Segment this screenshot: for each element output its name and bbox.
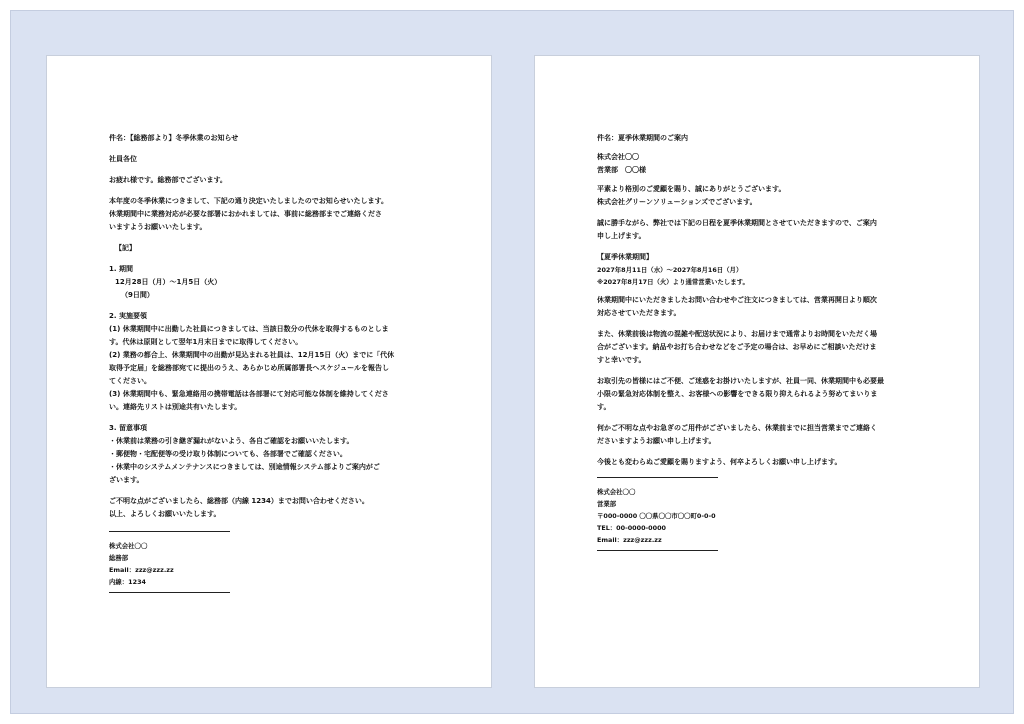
subject-line: 件名：【総務部より】冬季休業のお知らせ xyxy=(109,134,239,142)
greeting: お疲れ様です。総務部でございます。 xyxy=(109,176,227,184)
left-document-body xyxy=(109,132,439,593)
paragraph-inquiries xyxy=(597,294,927,320)
body-line: ださいますようお願い申し上げます。 xyxy=(597,437,716,445)
note-line: ・郵便物・宅配便等の受け取り体制についても、各部署でご確認ください。 xyxy=(109,450,347,458)
intro-line: 休業期間中に業務対応が必要な部署におかれましては、事前に総務部までご連絡くださ xyxy=(109,210,382,218)
signature-rule-bottom xyxy=(109,592,230,593)
greeting-line: 平素より格別のご愛顧を賜り、誠にありがとうございます。 xyxy=(597,185,786,193)
period-title: 【夏季休業期間】 xyxy=(597,253,653,261)
signature-block xyxy=(597,486,927,546)
section-title: 2. 実施要領 xyxy=(109,312,147,320)
signature-email: Email：zzz@zzz.zz xyxy=(597,536,662,544)
procedure-line: てください。 xyxy=(109,377,151,385)
intro-paragraph xyxy=(109,195,439,234)
body-line: す。 xyxy=(597,403,611,411)
section-notes xyxy=(109,422,439,487)
signature-company: 株式会社〇〇 xyxy=(109,542,148,550)
signature-phone: TEL：00-0000-0000 xyxy=(597,524,666,532)
period-days: （9日間） xyxy=(121,291,154,299)
signature-address: 〒000-0000 〇〇県〇〇市〇〇町0-0-0 xyxy=(597,512,716,520)
paragraph-closing: 今後とも変わらぬご愛顧を賜りますよう、何卒よろしくお願い申し上げます。 xyxy=(597,458,842,466)
greeting-line: 株式会社グリーンソリューションズでございます。 xyxy=(597,198,757,206)
procedure-line: (1) 休業期間中に出勤した社員につきましては、当該日数分の代休を取得するものとしま xyxy=(109,325,389,333)
greeting xyxy=(597,183,927,209)
signature-rule-top xyxy=(597,477,718,478)
section-period xyxy=(109,263,439,302)
body-line: 何かご不明な点やお急ぎのご用件がございましたら、休業前までに担当営業までご連絡く xyxy=(597,424,877,432)
paragraph-logistics xyxy=(597,328,927,367)
body-line: 小限の緊急対応体制を整え、お客様への影響をできる限り抑えられるよう努めてまいりま xyxy=(597,390,878,398)
section-title: 1. 期間 xyxy=(109,265,133,273)
procedure-line: (2) 業務の都合上、休業期間中の出勤が見込まれる社員は、12月15日（火）までに「代休 xyxy=(109,351,395,359)
period-note: ※2027年8月17日（火）より通常営業いたします。 xyxy=(597,278,749,286)
closing-line: ご不明な点がございましたら、総務部（内線 1234）までお問い合わせください。 xyxy=(109,497,369,505)
intro-line: 申し上げます。 xyxy=(597,232,646,240)
intro-line: いますようお願いいたします。 xyxy=(109,223,207,231)
signature-rule-top xyxy=(109,531,230,532)
section-title: 3. 留意事項 xyxy=(109,424,147,432)
recipient-company: 株式会社〇〇 xyxy=(597,153,639,161)
body-line: 対応させていただきます。 xyxy=(597,309,681,317)
signature-block xyxy=(109,540,439,588)
procedure-line: (3) 休業期間中も、緊急連絡用の携帯電話は各部署にて対応可能な体制を維持してくださ xyxy=(109,390,389,398)
page-right xyxy=(534,55,980,688)
period-block xyxy=(597,251,927,288)
note-line: ざいます。 xyxy=(109,476,144,484)
intro-paragraph xyxy=(597,217,927,243)
signature-dept: 営業部 xyxy=(597,500,617,508)
closing-line: 以上、よろしくお願いいたします。 xyxy=(109,510,221,518)
intro-line: 本年度の冬季休業につきまして、下記の通り決定いたしましたのでお知らせいたします。 xyxy=(109,197,388,205)
page-left xyxy=(46,55,492,688)
recipient xyxy=(597,151,927,177)
note-line: ・休業前は業務の引き継ぎ漏れがないよう、各自ご確認をお願いいたします。 xyxy=(109,437,354,445)
signature-dept: 総務部 xyxy=(109,554,129,562)
procedure-line: い。連絡先リストは別途共有いたします。 xyxy=(109,403,242,411)
body-line: 休業期間中にいただきましたお問い合わせやご注文につきましては、営業再開日より順次 xyxy=(597,296,877,304)
closing-paragraph xyxy=(109,495,439,521)
paragraph-contact xyxy=(597,422,927,448)
body-line: すと幸いです。 xyxy=(597,356,646,364)
intro-line: 誠に勝手ながら、弊社では下記の日程を夏季休業期間とさせていただきますので、ご案内 xyxy=(597,219,877,227)
section-procedure xyxy=(109,310,439,414)
body-line: また、休業前後は物流の混雑や配送状況により、お届けまで通常よりお時間をいただく場 xyxy=(597,330,877,338)
ki-heading: 【記】 xyxy=(115,244,136,252)
subject-line: 件名：夏季休業期間のご案内 xyxy=(597,134,688,142)
signature-rule-bottom xyxy=(597,550,718,551)
procedure-line: 取得予定届」を総務部宛てに提出のうえ、あらかじめ所属部署長へスケジュールを報告し xyxy=(109,364,389,372)
period-dates: 12月28日（月）～1月5日（火） xyxy=(115,278,222,286)
body-line: 合がございます。納品やお打ち合わせなどをご予定の場合は、お早めにご相談いただけま xyxy=(597,343,877,351)
signature-email: Email：zzz@zzz.zz xyxy=(109,566,174,574)
period-dates: 2027年8月11日（水）～2027年8月16日（月） xyxy=(597,266,743,274)
signature-extension: 内線：1234 xyxy=(109,578,146,586)
note-line: ・休業中のシステムメンテナンスにつきましては、別途情報システム部よりご案内がご xyxy=(109,463,380,471)
paragraph-apology xyxy=(597,375,927,414)
document-viewer xyxy=(10,10,1014,714)
body-line: お取引先の皆様にはご不便、ご迷惑をお掛けいたしますが、社員一同、休業期間中も必要最 xyxy=(597,377,884,385)
right-document-body xyxy=(597,132,927,551)
signature-company: 株式会社〇〇 xyxy=(597,488,636,496)
recipient-person: 営業部 〇〇様 xyxy=(597,166,646,174)
recipient: 社員各位 xyxy=(109,155,137,163)
procedure-line: す。代休は原則として翌年1月末日までに取得してください。 xyxy=(109,338,303,346)
